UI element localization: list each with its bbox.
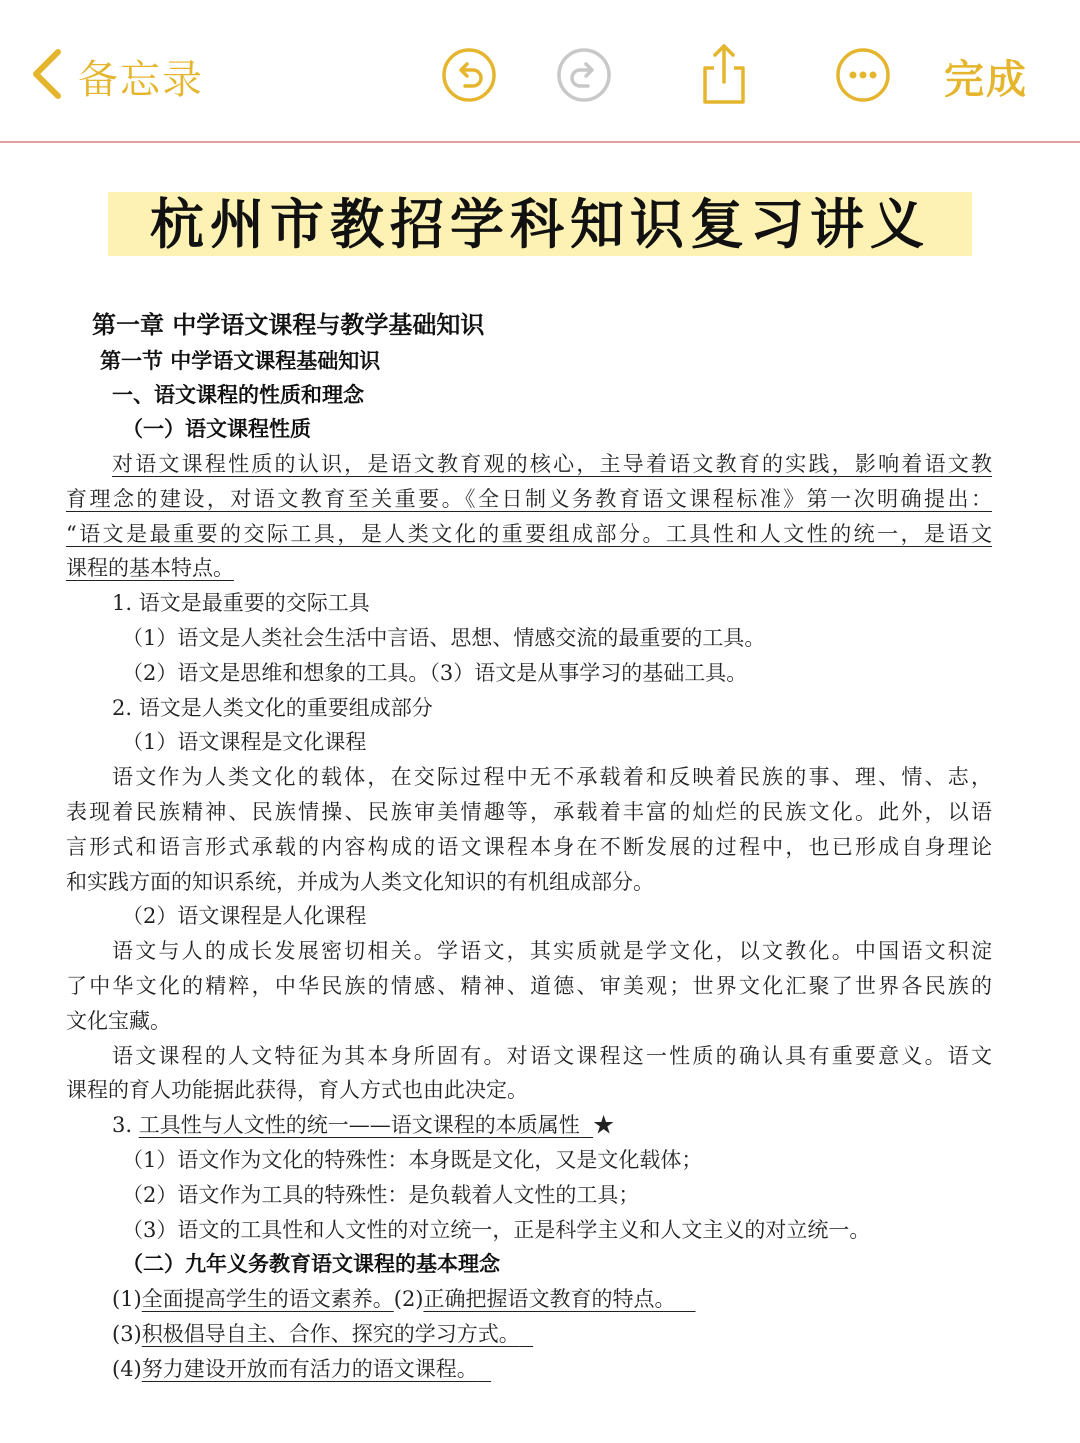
paragraph-line: 言形式和语言形式承载的内容构成的语文课程本身在不断发展的过程中，也已形成自身理论 — [66, 834, 992, 859]
list-item: 2. 语文是人类文化的重要组成部分 — [112, 695, 433, 720]
list-item: （1）语文作为文化的特殊性：本身既是文化，又是文化载体； — [122, 1147, 703, 1172]
done-button[interactable]: 完成 — [944, 57, 1028, 103]
subsection-heading: （二）九年义务教育语文课程的基本理念 — [122, 1252, 500, 1277]
back-label: 备忘录 — [78, 56, 204, 103]
list-item: （1）语文是人类社会生活中言语、思想、情感交流的最重要的工具。 — [122, 625, 766, 650]
paragraph-line: 课程的育人功能据此获得，育人方式也由此决定。 — [66, 1078, 528, 1103]
more-icon[interactable] — [835, 47, 891, 103]
paragraph-line: 对语文课程性质的认识，是语文教育观的核心，主导着语文教育的实践，影响着语文教 — [112, 452, 992, 476]
list-item: （1）语文课程是文化课程 — [122, 730, 367, 755]
paragraph-line: 语文课程的人文特征为其本身所固有。对语文课程这一性质的确认具有重要意义。语文 — [112, 1043, 992, 1068]
list-item: (1)全面提高学生的语文素养。(2)正确把握语文教育的特点。 — [112, 1287, 676, 1312]
document-body — [66, 306, 992, 1387]
notes-toolbar — [0, 0, 1080, 142]
section-heading: 第一节 中学语文课程基础知识 — [100, 349, 381, 373]
star-icon: ★ — [593, 1113, 615, 1138]
list-item: （2）语文是思维和想象的工具。（3）语文是从事学习的基础工具。 — [122, 660, 748, 685]
paragraph-line: 表现着民族精神、民族情操、民族审美情趣等，承载着丰富的灿烂的民族文化。此外，以语 — [66, 799, 992, 824]
document-title: 杭州市教招学科知识复习讲义 — [150, 192, 930, 256]
list-item: （2）语文作为工具的特殊性：是负载着人文性的工具； — [122, 1182, 640, 1207]
part-heading: 一、语文课程的性质和理念 — [112, 383, 364, 407]
share-icon[interactable] — [696, 42, 752, 106]
list-item: (4)努力建设开放而有活力的语文课程。 — [112, 1356, 478, 1381]
chevron-left-icon — [30, 48, 64, 104]
paragraph-line: 课程的基本特点。 — [66, 556, 234, 581]
toolbar-divider — [0, 141, 1080, 143]
paragraph-line: 语文作为人类文化的载体，在交际过程中无不承载着和反映着民族的事、理、情、志， — [112, 765, 992, 790]
redo-icon[interactable] — [556, 47, 612, 103]
back-button[interactable] — [30, 46, 204, 106]
paragraph-line: 育理念的建设，对语文教育至关重要。《全日制义务教育语文课程标准》第一次明确提出： — [66, 486, 992, 511]
list-item: （3）语文的工具性和人文性的对立统一，正是科学主义和人文主义的对立统一。 — [122, 1217, 871, 1242]
paragraph-line: 了中华文化的精粹，中华民族的情感、精神、道德、审美观；世界文化汇聚了世界各民族的 — [66, 973, 992, 998]
paragraph-line: 文化宝藏。 — [66, 1008, 171, 1033]
list-item: 1. 语文是最重要的交际工具 — [112, 591, 370, 616]
paragraph-line: 和实践方面的知识系统，并成为人类文化知识的有机组成部分。 — [66, 869, 654, 894]
list-item: 3. 工具性与人文性的统一——语文课程的本质属性 ★ — [112, 1113, 615, 1138]
paragraph-line: “语文是最重要的交际工具，是人类文化的重要组成部分。工具性和人文性的统一，是语文 — [66, 521, 992, 546]
list-item: (3)积极倡导自主、合作、探究的学习方式。 — [112, 1322, 520, 1347]
list-item: （2）语文课程是人化课程 — [122, 904, 367, 929]
undo-icon[interactable] — [441, 47, 497, 103]
paragraph-line: 语文与人的成长发展密切相关。学语文，其实质就是学文化，以文教化。中国语文积淀 — [112, 939, 992, 964]
subsection-heading: （一）语文课程性质 — [122, 417, 311, 441]
chapter-heading: 第一章 中学语文课程与教学基础知识 — [92, 311, 485, 339]
